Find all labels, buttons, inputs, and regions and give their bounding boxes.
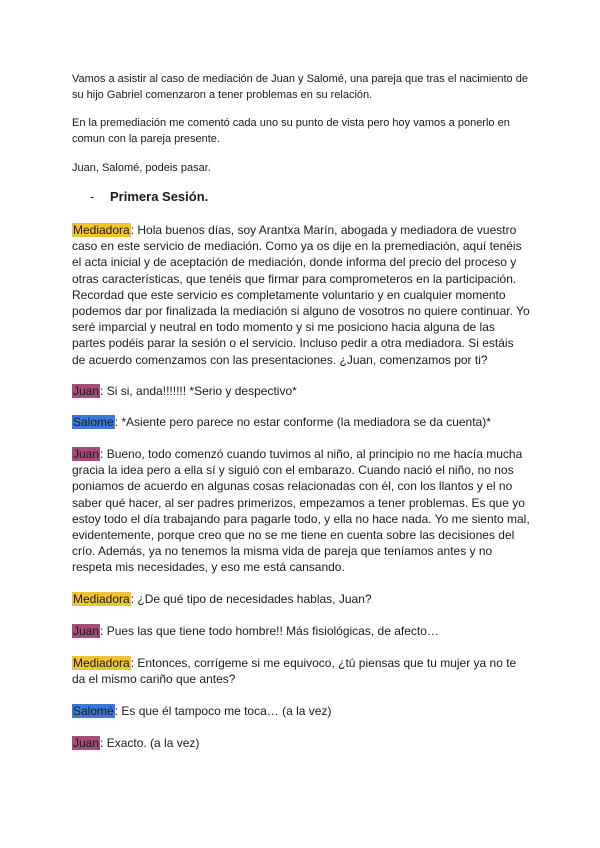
speaker-label: Juan <box>73 624 100 638</box>
dialogue-text: : Pues las que tiene todo hombre!! Más fisiológicas, de afecto… <box>100 624 439 638</box>
speaker-label: Salome <box>73 415 114 429</box>
intro-paragraph: Juan, Salomé, podeis pasar. <box>72 162 211 174</box>
dialogue-text: : ¿De qué tipo de necesidades hablas, Juan? <box>130 592 372 606</box>
dialogue-text: : Es que él tampoco me toca… (a la vez) <box>114 704 332 718</box>
section-heading <box>90 189 208 204</box>
dialogue-line <box>72 623 530 639</box>
dialogue-line <box>72 655 530 687</box>
speaker-label: Mediadora <box>73 592 130 606</box>
dialogue-text: : Entonces, corrígeme si me equivoco, ¿tú piensas que tu mujer ya no te da el mismo cariño que antes? <box>72 656 517 687</box>
intro-paragraph: Vamos a asistir al caso de mediación de Juan y Salomé, una pareja que tras el nacimiento de su hijo Gabriel comenzaron a tener problemas en su relación. <box>72 73 528 101</box>
speaker-label: Juan <box>73 384 100 398</box>
dialogue-line <box>72 591 530 607</box>
dialogue-line <box>72 703 530 719</box>
dialogue-line <box>72 383 530 399</box>
dialogue-line <box>72 735 530 751</box>
dialogue-line <box>72 414 530 430</box>
dialogue-line <box>72 446 530 576</box>
speaker-label: Mediadora <box>73 223 130 237</box>
bullet-dash: - <box>90 189 95 204</box>
intro-paragraph: En la premediación me comentó cada uno su punto de vista pero hoy vamos a ponerlo en comun con la pareja presente. <box>72 117 510 145</box>
speaker-label: Salomé <box>73 704 114 718</box>
dialogue-text: : Hola buenos días, soy Arantxa Marín, abogada y mediadora de vuestro caso en este servicio de mediación. Como ya os dije en la premediación, aquí tenéis el acta inicial y de aceptación de mediación, donde informa del precio del proceso y otras características, que tenéis que firmar para comprometeros en la participación. Recordad que este servicio es completamente voluntario y en cualquier momento podemos dar por finalizada la mediación si alguno de vosotros no quiere continuar. Yo seré imparcial y neutral en todo momento y si me posiciono hacia alguna de las partes podéis parar la sesión o el servicio. Incluso pedir a otra mediadora. Si estáis de acuerdo comenzamos con las presentaciones. ¿Juan, comenzamos por ti? <box>72 223 530 367</box>
dialogue-line <box>72 222 530 368</box>
dialogue-text: : *Asiente pero parece no estar conforme (la mediadora se da cuenta)* <box>114 415 491 429</box>
dialogue-text: : Bueno, todo comenzó cuando tuvimos al niño, al principio no me hacía mucha gracia la idea pero a ella sí y siguió con el embarazo. Cuando nació el niño, no nos poniamos de acuerdo en algunas cosas relacionadas con él, con los llantos y el no saber qué hacer, al ser padres primerizos, empezamos a tener problemas. Es que yo estoy todo el día trabajando para pagarle todo, y ella no hace nada. Yo me siento mal, evidentemente, porque creo que no se me tiene en cuenta sobre las decisiones del crío. Además, ya no tenemos la misma vida de pareja que teníamos antes y no respeta mis necesidades, y eso me está cansando. <box>72 447 530 575</box>
dialogue-text: : Exacto. (a la vez) <box>100 736 200 750</box>
speaker-label: Juan <box>73 736 100 750</box>
speaker-label: Mediadora <box>73 656 130 670</box>
dialogue-text: : Si si, anda!!!!!!! *Serio y despectivo* <box>100 384 297 398</box>
section-heading-text: Primera Sesión. <box>110 189 209 204</box>
speaker-label: Juan <box>73 447 100 461</box>
